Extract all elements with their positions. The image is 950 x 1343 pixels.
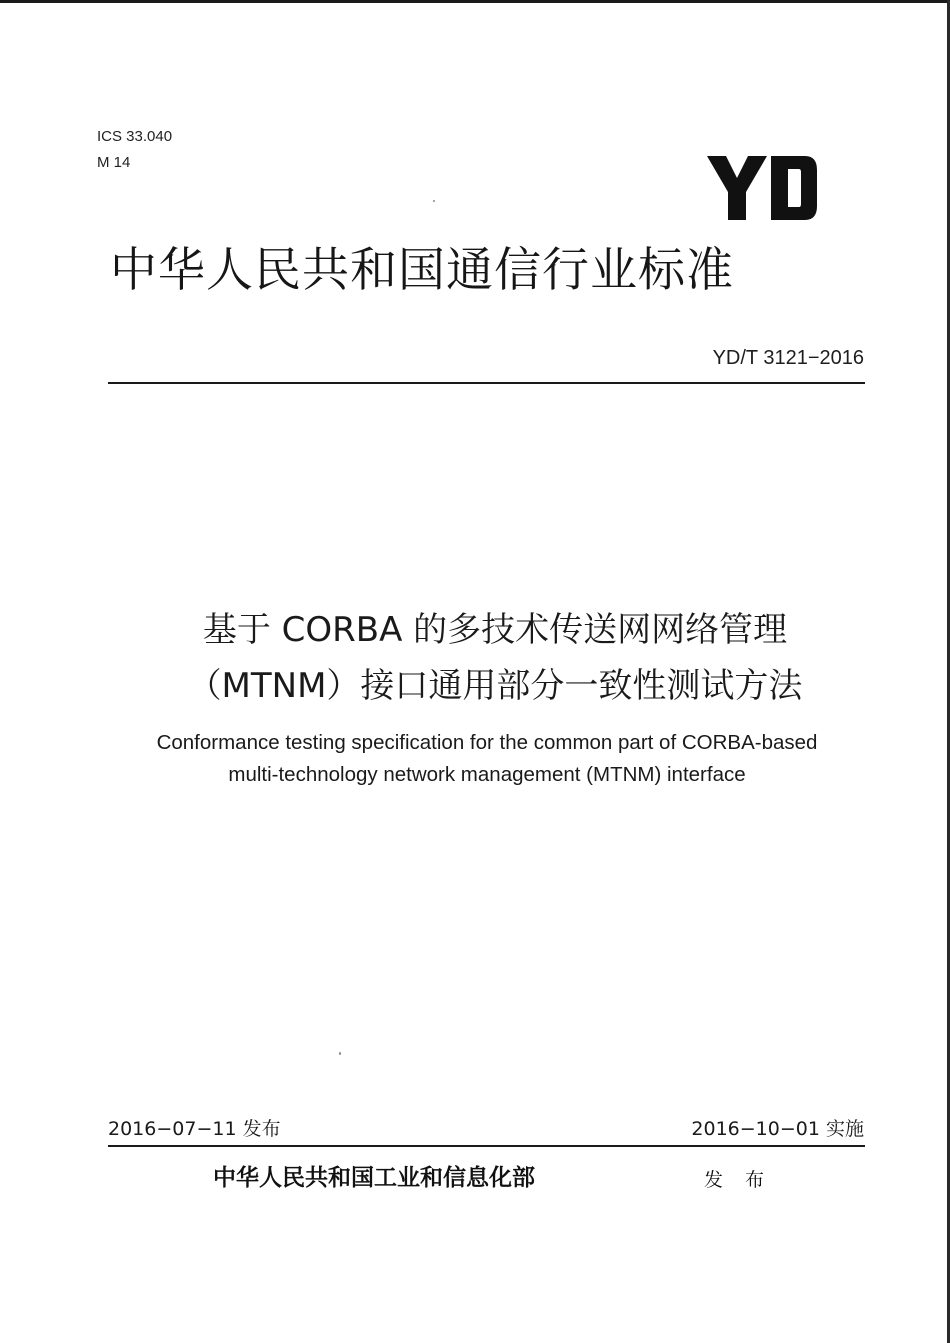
implementation-date: 2016−10−01 实施: [691, 1118, 864, 1140]
title-english: [100, 727, 874, 791]
scan-speck: [433, 200, 435, 202]
title-chinese-line-1: 基于 CORBA 的多技术传送网网络管理: [202, 610, 788, 650]
title-english-line-1: Conformance testing specification for the common part of CORBA-based: [156, 731, 818, 754]
header-divider: [108, 382, 865, 384]
title-chinese-line-2: （MTNM）接口通用部分一致性测试方法: [187, 666, 803, 706]
top-border: [0, 0, 950, 3]
ccs-code: M 14: [97, 154, 131, 171]
footer-divider: [108, 1145, 865, 1147]
standard-number: YD/T 3121−2016: [712, 347, 864, 369]
issue-date: 2016−07−11 发布: [108, 1118, 281, 1140]
yd-logo: [705, 156, 820, 220]
issuer-verb: 发 布: [704, 1169, 773, 1191]
org-title: 中华人民共和国通信行业标准: [110, 243, 734, 298]
yd-logo-y: [707, 156, 767, 220]
scan-speck: [339, 1052, 341, 1055]
issuer-name: 中华人民共和国工业和信息化部: [213, 1164, 535, 1191]
title-english-line-2: multi-technology network management (MTNM) interface: [228, 763, 746, 786]
ics-code: ICS 33.040: [97, 128, 173, 145]
yd-logo-d: [771, 156, 817, 220]
title-chinese: [100, 602, 890, 714]
